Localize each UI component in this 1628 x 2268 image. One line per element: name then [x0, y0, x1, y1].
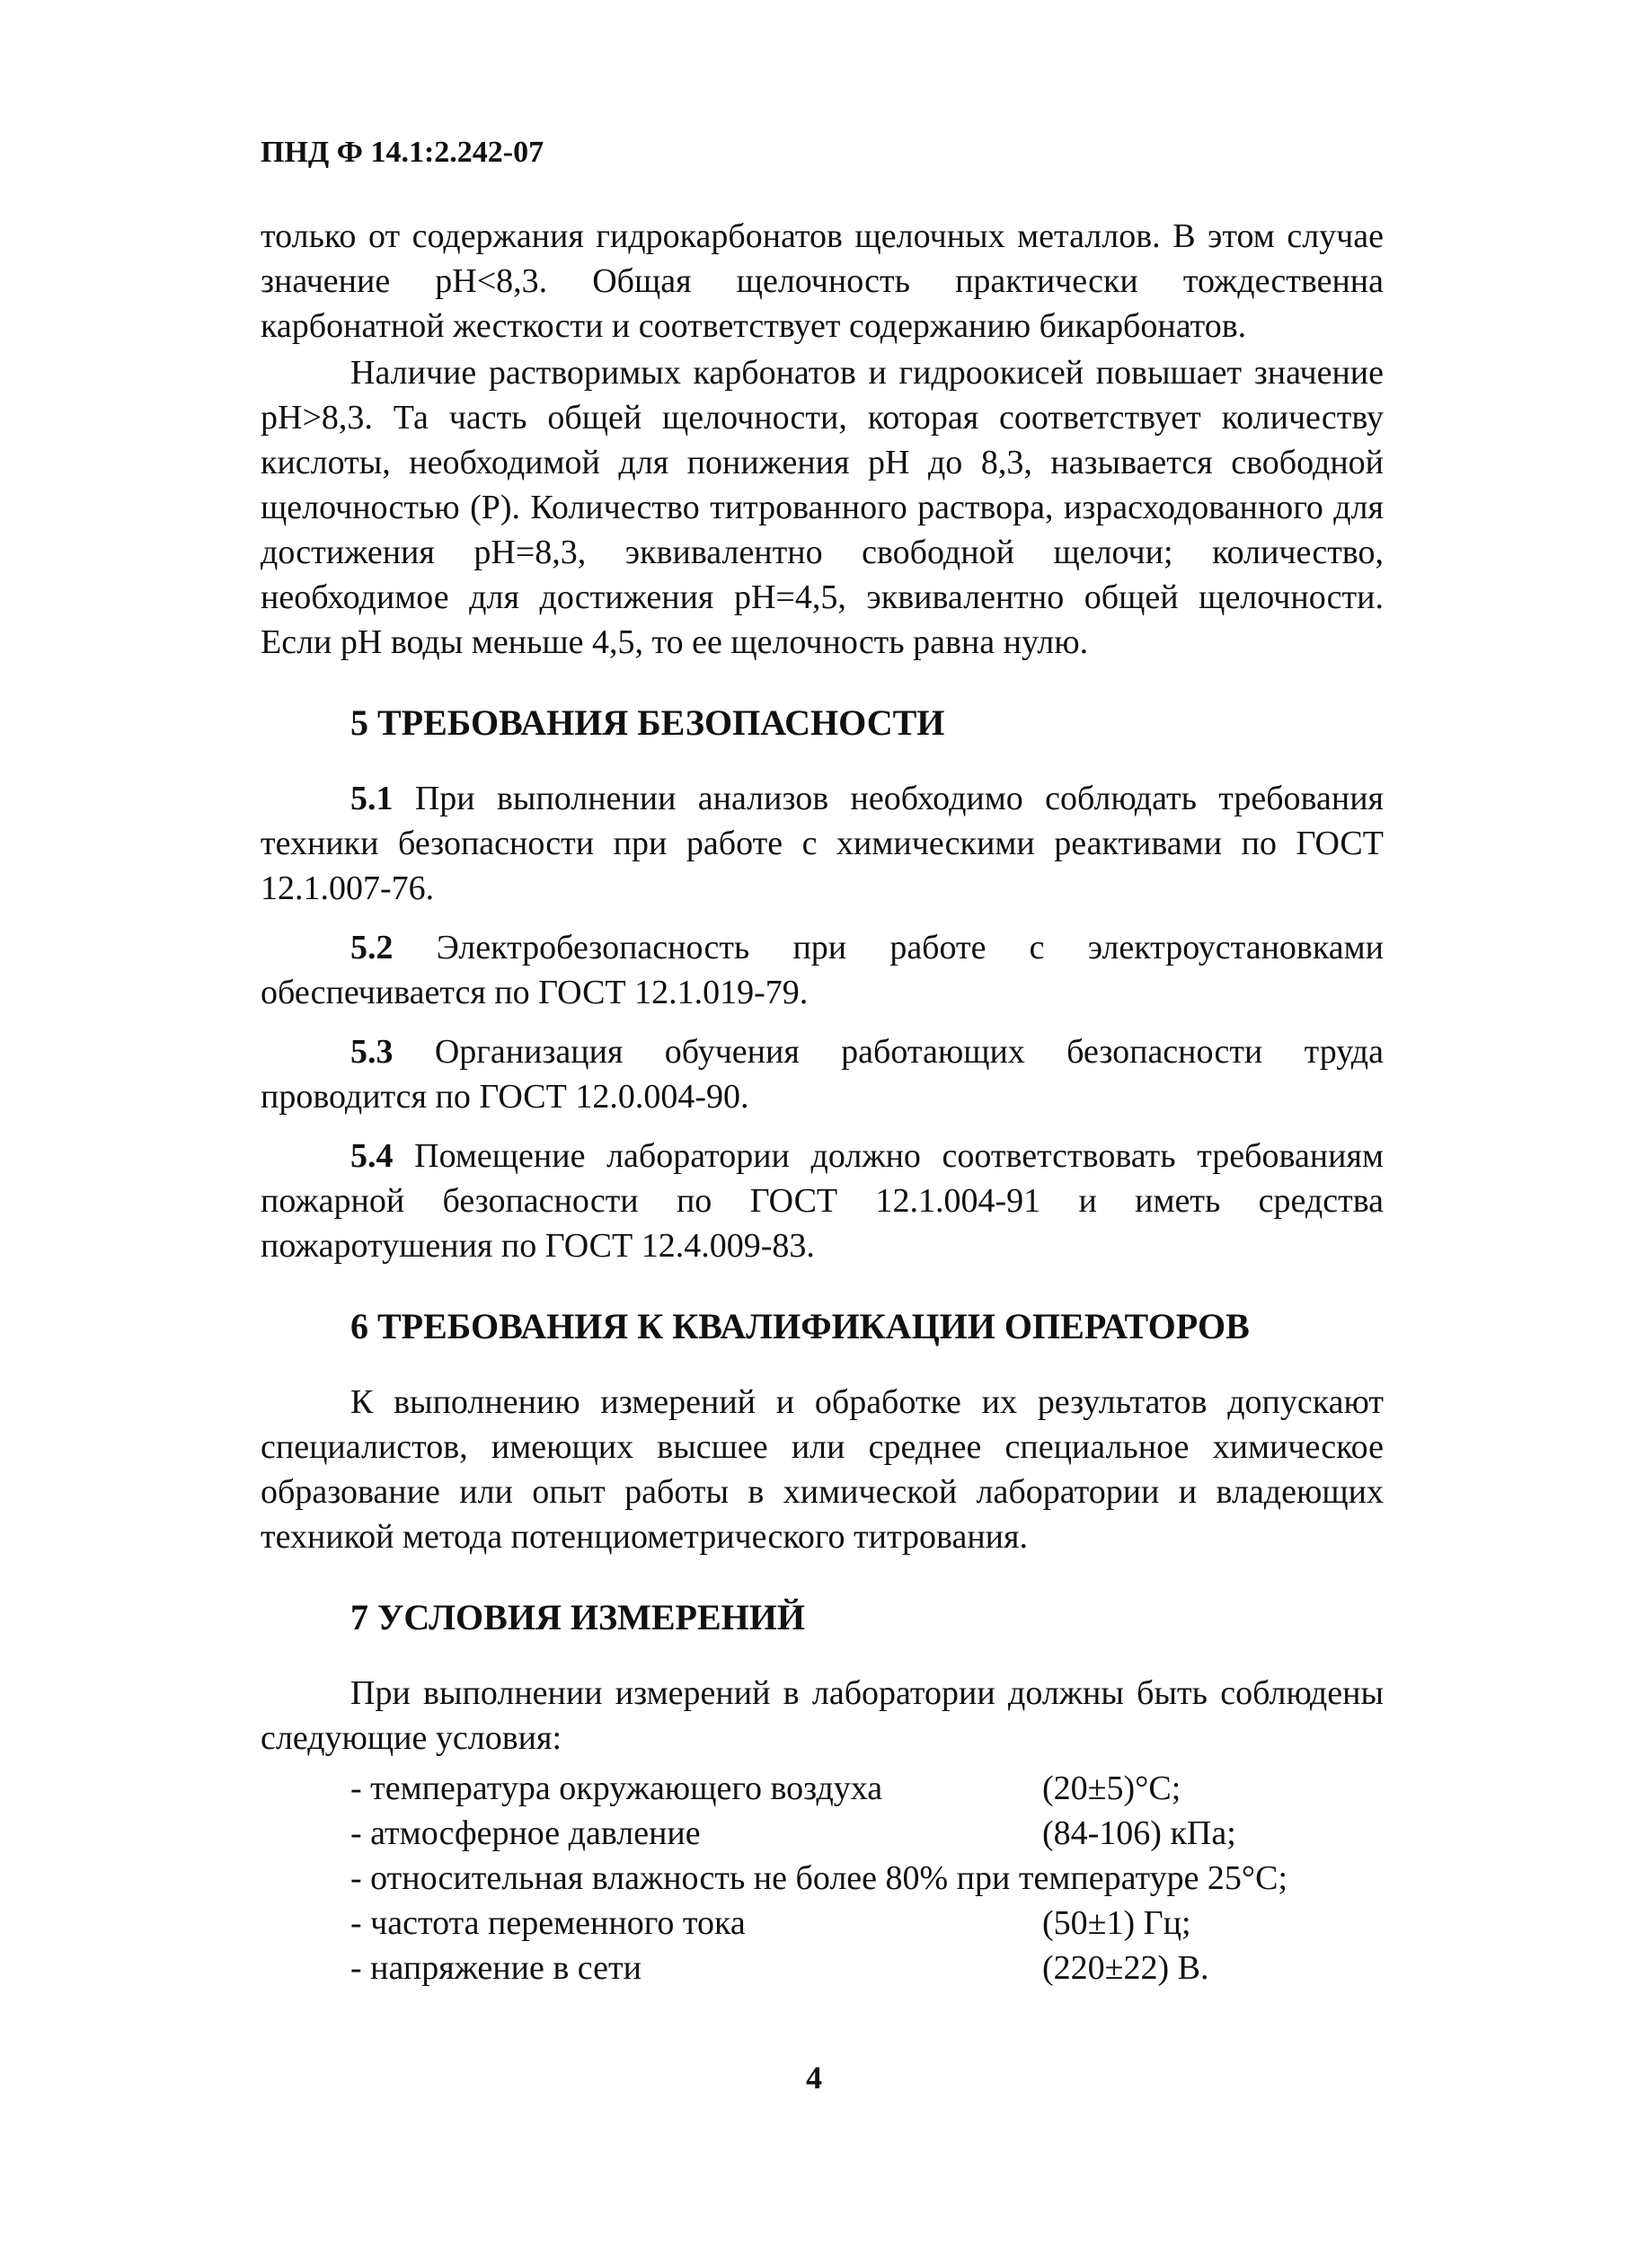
condition-row-temperature: [350, 1766, 1384, 1811]
condition-value: (50±1) Гц;: [1042, 1904, 1191, 1942]
clause-number: 5.1: [350, 780, 394, 817]
condition-row-frequency: [350, 1901, 1384, 1946]
intro-paragraph-2: Наличие растворимых карбонатов и гидроокисей повышает значение pH>8,3. Та часть общей щелочности, которая соответствует количеству кислоты, необходимой для понижения pH до 8,3, называется свободной щелочностью (P). Количество титрованного раствора, израсходованного для достижения pH=8,3, эквивалентно свободной щелочи; количество, необходимое для достижения pH=4,5, эквивалентно общей щелочности. Если pH воды меньше 4,5, то ее щелочность равна нулю.: [261, 354, 1384, 661]
condition-row-humidity: [350, 1856, 1384, 1901]
section-6-paragraph: К выполнению измерений и обработке их результатов допускают специалистов, имеющих высшее или среднее специальное химическое образование или опыт работы в химической лаборатории и владеющих техникой метода потенциометрического титрования.: [261, 1383, 1384, 1556]
document-page: [261, 135, 1384, 1990]
condition-value: (20±5)°С;: [1042, 1769, 1181, 1807]
condition-label: - частота переменного тока: [350, 1904, 746, 1942]
clause-5-2: [261, 925, 1384, 1015]
intro-paragraph-1: только от содержания гидрокарбонатов щелочных металлов. В этом случае значение pH<8,3. Общая щелочность практически тождественна карбонатной жесткости и соответствует содержанию бикарбонатов.: [261, 217, 1384, 345]
condition-value: (220±22) В.: [1042, 1949, 1209, 1987]
section-6-heading: 6 ТРЕБОВАНИЯ К КВАЛИФИКАЦИИ ОПЕРАТОРОВ: [350, 1306, 1250, 1346]
clause-text: Электробезопасность при работе с электроустановками обеспечивается по ГОСТ 12.1.019-79.: [261, 929, 1385, 1011]
clause-number: 5.2: [350, 929, 394, 966]
clause-number: 5.4: [350, 1137, 394, 1175]
clause-5-4: [261, 1134, 1384, 1268]
condition-text: - относительная влажность не более 80% при температуре 25°С;: [350, 1859, 1288, 1897]
condition-label: - температура окружающего воздуха: [350, 1769, 883, 1807]
clause-number: 5.3: [350, 1033, 394, 1071]
section-5-heading: 5 ТРЕБОВАНИЯ БЕЗОПАСНОСТИ: [350, 702, 945, 743]
condition-label: - атмосферное давление: [350, 1814, 701, 1852]
clause-5-1: [261, 776, 1384, 911]
condition-label: - напряжение в сети: [350, 1949, 641, 1987]
condition-row-voltage: [350, 1946, 1384, 1990]
conditions-list: [350, 1766, 1384, 1990]
section-7-intro: При выполнении измерений в лаборатории должны быть соблюдены следующие условия:: [261, 1674, 1384, 1757]
condition-row-pressure: [350, 1811, 1384, 1856]
page-number: 4: [806, 2060, 822, 2096]
clause-text: При выполнении анализов необходимо соблюдать требования техники безопасности при работе с химическими реактивами по ГОСТ 12.1.007-76.: [261, 780, 1385, 907]
section-7-heading: 7 УСЛОВИЯ ИЗМЕРЕНИЙ: [350, 1597, 805, 1637]
clause-5-3: [261, 1029, 1384, 1119]
condition-value: (84-106) кПа;: [1042, 1814, 1236, 1852]
clause-text: Организация обучения работающих безопасности труда проводится по ГОСТ 12.0.004-90.: [261, 1033, 1385, 1116]
document-code: ПНД Ф 14.1:2.242-07: [261, 136, 544, 169]
clause-text: Помещение лаборатории должно соответствовать требованиям пожарной безопасности по ГОСТ 12.1.004-91 и иметь средства пожаротушения по ГОСТ 12.4.009-83.: [261, 1137, 1385, 1265]
